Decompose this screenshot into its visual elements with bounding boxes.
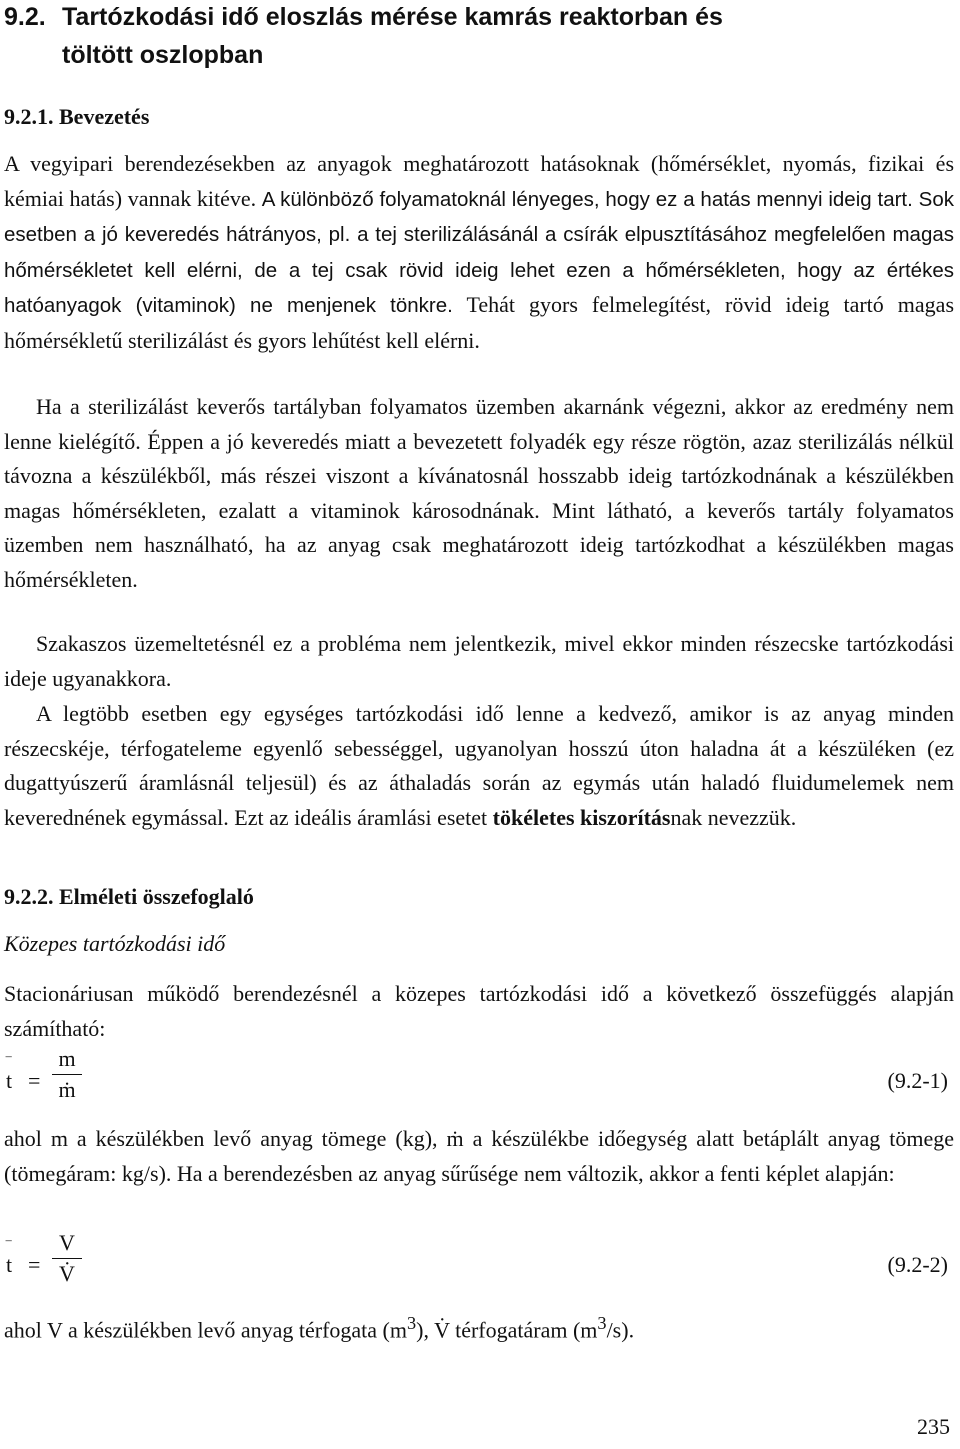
eq2-equals: =	[28, 1252, 41, 1277]
eq2-fraction	[52, 1230, 82, 1287]
fraction-line	[52, 1074, 82, 1075]
section-title-line1: Tartózkodási idő eloszlás mérése kamrás reaktorban és	[62, 3, 723, 31]
eq2-numerator: V	[59, 1230, 75, 1255]
volume-text: ahol V a készülékben levő anyag térfogata (m	[4, 1317, 407, 1343]
section-number: 9.2.	[4, 3, 46, 31]
paragraph-intro	[4, 147, 954, 358]
equation-2	[4, 1230, 954, 1306]
eq1-denominator: ṁ	[58, 1077, 76, 1102]
paragraph-volume	[4, 1306, 954, 1348]
eq2-denominator: V̇	[59, 1261, 75, 1286]
subsection-title: Bevezetés	[59, 104, 150, 129]
section-heading	[4, 0, 956, 74]
paragraph-stationary: Stacionáriusan működő berendezésnél a közepes tartózkodási idő a következő összefüggés alapján számítható:	[4, 981, 954, 1041]
eq1-numerator: m	[58, 1046, 76, 1071]
mean-bar: ‾	[6, 1240, 12, 1257]
page-number: 235	[917, 1414, 950, 1439]
subsection-heading-theory	[4, 884, 254, 910]
equation-1	[4, 1046, 954, 1122]
intro-sentence-1: A vegyipari berendezésekben az anyagok meghatározott hatásoknak (hőmérséklet, nyomás, fizikai és kémiai hatás) vannak kitéve.	[4, 151, 954, 211]
mean-bar: ‾	[6, 1056, 12, 1073]
subsection-heading-intro	[4, 104, 149, 130]
superscript: 3	[597, 1313, 607, 1333]
eq2-lhs: ‾ t	[6, 1240, 13, 1277]
plug-flow-term: tökéletes kiszorítás	[492, 804, 671, 830]
eq1-fraction	[52, 1046, 82, 1103]
fraction-line	[52, 1258, 82, 1259]
italic-heading: Közepes tartózkodási idő	[4, 931, 226, 956]
paragraph-plug-flow	[4, 697, 954, 835]
superscript: 3	[406, 1313, 417, 1333]
intro-sentence-2: A különböző folyamatoknál lényeges, hogy ez a hatás mennyi ideig tart. Sok esetben a jó keveredés hátrányos, pl. a tej sterilizálásánál a csírák elpusztításához megfelelően magas hőmérsékletet kell elérni, de a tej csak rövid ideig lehet ezen a hőmérsékleten, hogy az értékes hatóanyagok (vitaminok) ne menjenek tönkre.	[4, 187, 954, 317]
paragraph-mixing-tank: Ha a sterilizálást keverős tartályban folyamatos üzemben akarnánk végezni, akkor az eredmény nem lenne kielégítő. Éppen a jó keveredés miatt a bevezetett folyadék egy része rögtön, azaz sterilizálás nélkül távozna a készülékből, más részei viszont a kívánatosnál hosszabb ideig tartózkodnának a készülékben magas hőmérsékleten, ezalatt a vitaminok károsodnának. Mint látható, a keverős tartály folyamatos üzemben nem használható, ha az anyag csak meghatározott ideig tartózkodhat a készülékben magas hőmérsékleten.	[4, 394, 954, 592]
paragraph-batch: Szakaszos üzemeltetésnél ez a probléma nem jelentkezik, mivel ekkor minden részecske tartózkodási ideje ugyanakkora.	[4, 631, 954, 691]
section-title-line2: töltött oszlopban	[62, 41, 264, 69]
plug-flow-suffix: nak nevezzük.	[670, 804, 797, 830]
subsection-number: 9.2.2.	[4, 884, 54, 909]
eq2-label: (9.2-2)	[887, 1252, 948, 1277]
eq1-equals: =	[28, 1068, 41, 1093]
eq1-lhs: ‾ t	[6, 1056, 13, 1093]
volume-text-2: ), V̇ térfogatáram (m	[416, 1317, 598, 1343]
paragraph-mass-flow: ahol m a készülékben levő anyag tömege (kg), ṁ a készülékbe időegység alatt betáplált anyag tömege (tömegáram: kg/s). Ha a berendezésben az anyag sűrűsége nem változik, akkor a fenti képlet alapján:	[4, 1126, 954, 1186]
plug-flow-text: A legtöbb esetben egy egységes tartózkodási idő lenne a kedvező, amikor is az anyag minden részecskéje, térfogateleme egyenlő sebességgel, ugyanolyan hosszú úton haladna át a készüléken (ez dugattyúszerű áramlásnál teljesül) és az áthaladás során az egymás után haladó fluidumelemek nem keverednének egymással. Ezt az ideális áramlási esetet	[4, 701, 954, 830]
subsection-title: Elméleti összefoglaló	[59, 884, 254, 909]
subsection-number: 9.2.1.	[4, 104, 54, 129]
eq1-label: (9.2-1)	[887, 1068, 948, 1093]
volume-text-3: /s).	[606, 1317, 635, 1343]
intro-sentence-3: Tehát gyors felmelegítést, rövid ideig tartó magas hőmérsékletű sterilizálást és gyors lehűtést kell elérni.	[4, 292, 955, 353]
